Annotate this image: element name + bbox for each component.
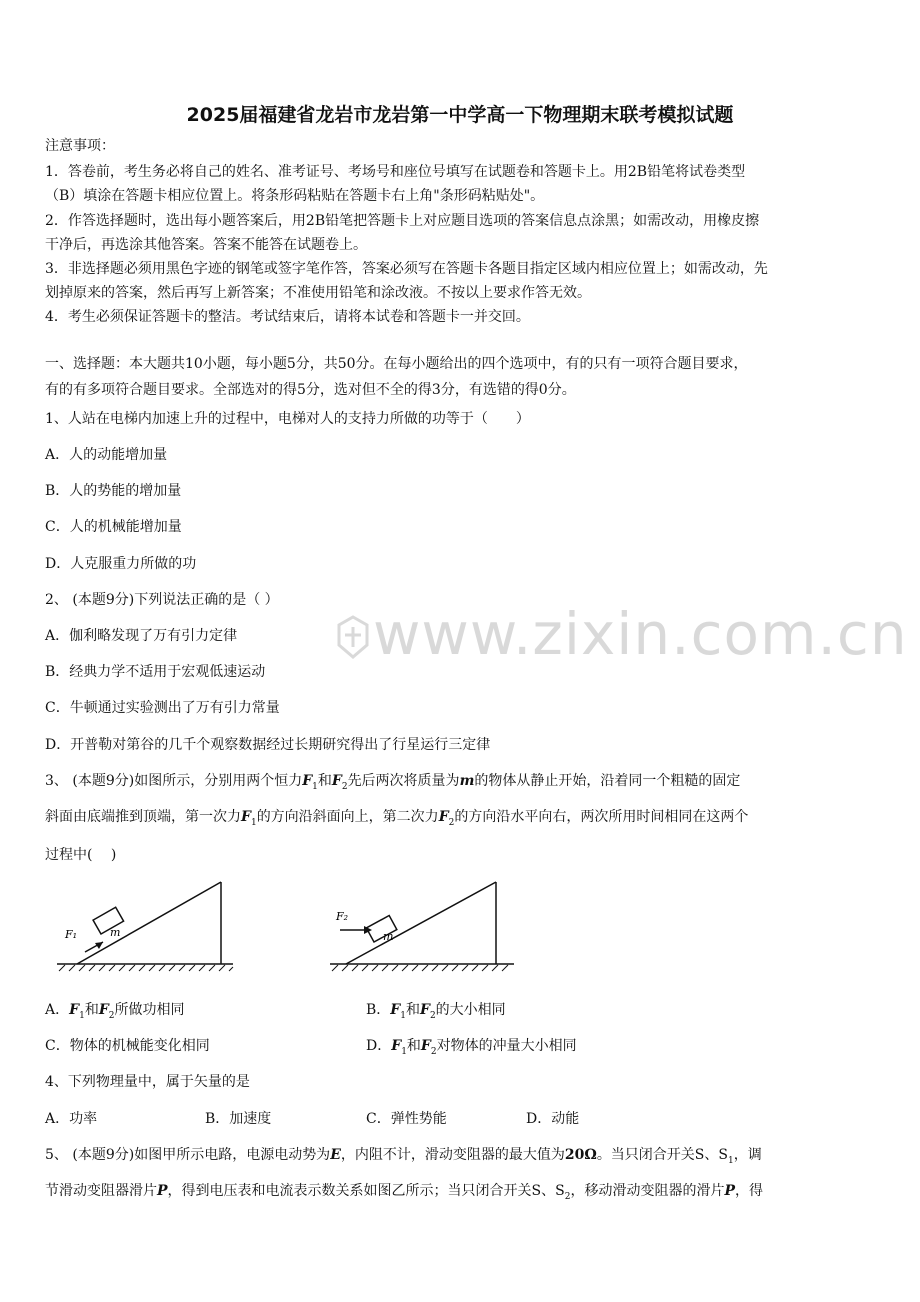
q1-option-b: B．人的势能的增加量 <box>45 483 182 499</box>
question-2-stem: 2、 (本题9分)下列说法正确的是（ ） <box>45 592 279 608</box>
q4-option-c: C．弹性势能 <box>366 1111 447 1127</box>
watermark-logo <box>333 613 373 663</box>
notice-line: 4．考生必须保证答题卡的整洁。考试结束后，请将本试卷和答题卡一并交回。 <box>45 309 530 325</box>
notice-line: 干净后，再选涂其他答案。答案不能答在试题卷上。 <box>45 237 367 253</box>
incline-figure-1 <box>55 876 235 972</box>
incline-figure-2 <box>328 876 518 972</box>
q3-option-a: A．$F_1$和$F_2$所做功相同 <box>45 1002 185 1021</box>
notice-line: 2．作答选择题时，选出每小题答案后，用2B铅笔把答题卡上对应题目选项的答案信息点涂黑；如需改动，用橡皮擦 <box>45 213 760 229</box>
q2-option-d: D．开普勒对第谷的几千个观察数据经过长期研究得出了行星运行三定律 <box>45 737 491 753</box>
question-5-line: 5、 (本题9分)如图甲所示电路，电源电动势为E，内阻不计，滑动变阻器的最大值为20Ω。当只闭合开关S、$S_1$，调 <box>45 1147 762 1166</box>
notice-line: 3．非选择题必须用黑色字迹的钢笔或签字笔作答，答案必须写在答题卡各题目指定区域内相应位置上；如需改动，先 <box>45 261 768 277</box>
q3-option-c: C．物体的机械能变化相同 <box>45 1038 210 1054</box>
question-3-line: 斜面由底端推到顶端，第一次力$F_1$的方向沿斜面向上，第二次力$F_2$的方向沿水平向右，两次所用时间相同在这两个 <box>45 809 749 828</box>
question-3-line: 过程中( ) <box>45 847 117 863</box>
q4-option-d: D．动能 <box>526 1111 580 1127</box>
q3-option-b: B．$F_1$和$F_2$的大小相同 <box>366 1002 506 1021</box>
question-3-line: 3、 (本题9分)如图所示，分别用两个恒力$F_1$和$F_2$先后两次将质量为m的物体从静止开始，沿着同一个粗糙的固定 <box>45 773 741 792</box>
mass-label: m <box>383 930 394 943</box>
q2-option-a: A．伽利略发现了万有引力定律 <box>45 628 238 644</box>
question-5-line: 节滑动变阻器滑片P，得到电压表和电流表示数关系如图乙所示；当只闭合开关S、$S_2$，移动滑动变阻器的滑片P，得 <box>45 1183 763 1202</box>
notice-line: 划掉原来的答案，然后再写上新答案；不准使用铅笔和涂改液。不按以上要求作答无效。 <box>45 285 591 301</box>
q4-option-b: B．加速度 <box>205 1111 272 1127</box>
q2-option-b: B．经典力学不适用于宏观低速运动 <box>45 664 266 680</box>
mass-label: m <box>110 926 121 939</box>
ground-hatching <box>59 965 233 971</box>
force-label-f1: F₁ <box>65 928 78 941</box>
notice-heading: 注意事项： <box>45 138 115 154</box>
q1-option-c: C．人的机械能增加量 <box>45 519 182 535</box>
incline-surface <box>346 882 496 964</box>
q2-option-c: C．牛顿通过实验测出了万有引力常量 <box>45 700 280 716</box>
question-1-stem: 1、人站在电梯内加速上升的过程中，电梯对人的支持力所做的功等于（ ） <box>45 411 530 427</box>
page-title: 2025届福建省龙岩市龙岩第一中学高一下物理期末联考模拟试题 <box>186 104 734 126</box>
watermark: www.zixin.com.cn <box>333 600 908 668</box>
section-heading: 一、选择题：本大题共10小题，每小题5分，共50分。在每小题给出的四个选项中，有的只有一项符合题目要求， <box>45 356 748 372</box>
section-heading: 有的有多项符合题目要求。全部选对的得5分，选对但不全的得3分，有选错的得0分。 <box>45 382 576 398</box>
q4-option-a: A．功率 <box>45 1111 98 1127</box>
q3-option-d: D．$F_1$和$F_2$对物体的冲量大小相同 <box>366 1038 577 1057</box>
question-4-stem: 4、下列物理量中，属于矢量的是 <box>45 1074 250 1090</box>
force-label-f2: F₂ <box>336 910 349 923</box>
ground-hatching <box>332 965 508 971</box>
q1-option-d: D．人克服重力所做的功 <box>45 556 197 572</box>
q1-option-a: A．人的动能增加量 <box>45 447 168 463</box>
notice-line: （B）填涂在答题卡相应位置上。将条形码粘贴在答题卡右上角"条形码粘贴处"。 <box>45 188 545 204</box>
notice-line: 1．答卷前，考生务必将自己的姓名、准考证号、考场号和座位号填写在试题卷和答题卡上。用2B铅笔将试卷类型 <box>45 164 746 180</box>
